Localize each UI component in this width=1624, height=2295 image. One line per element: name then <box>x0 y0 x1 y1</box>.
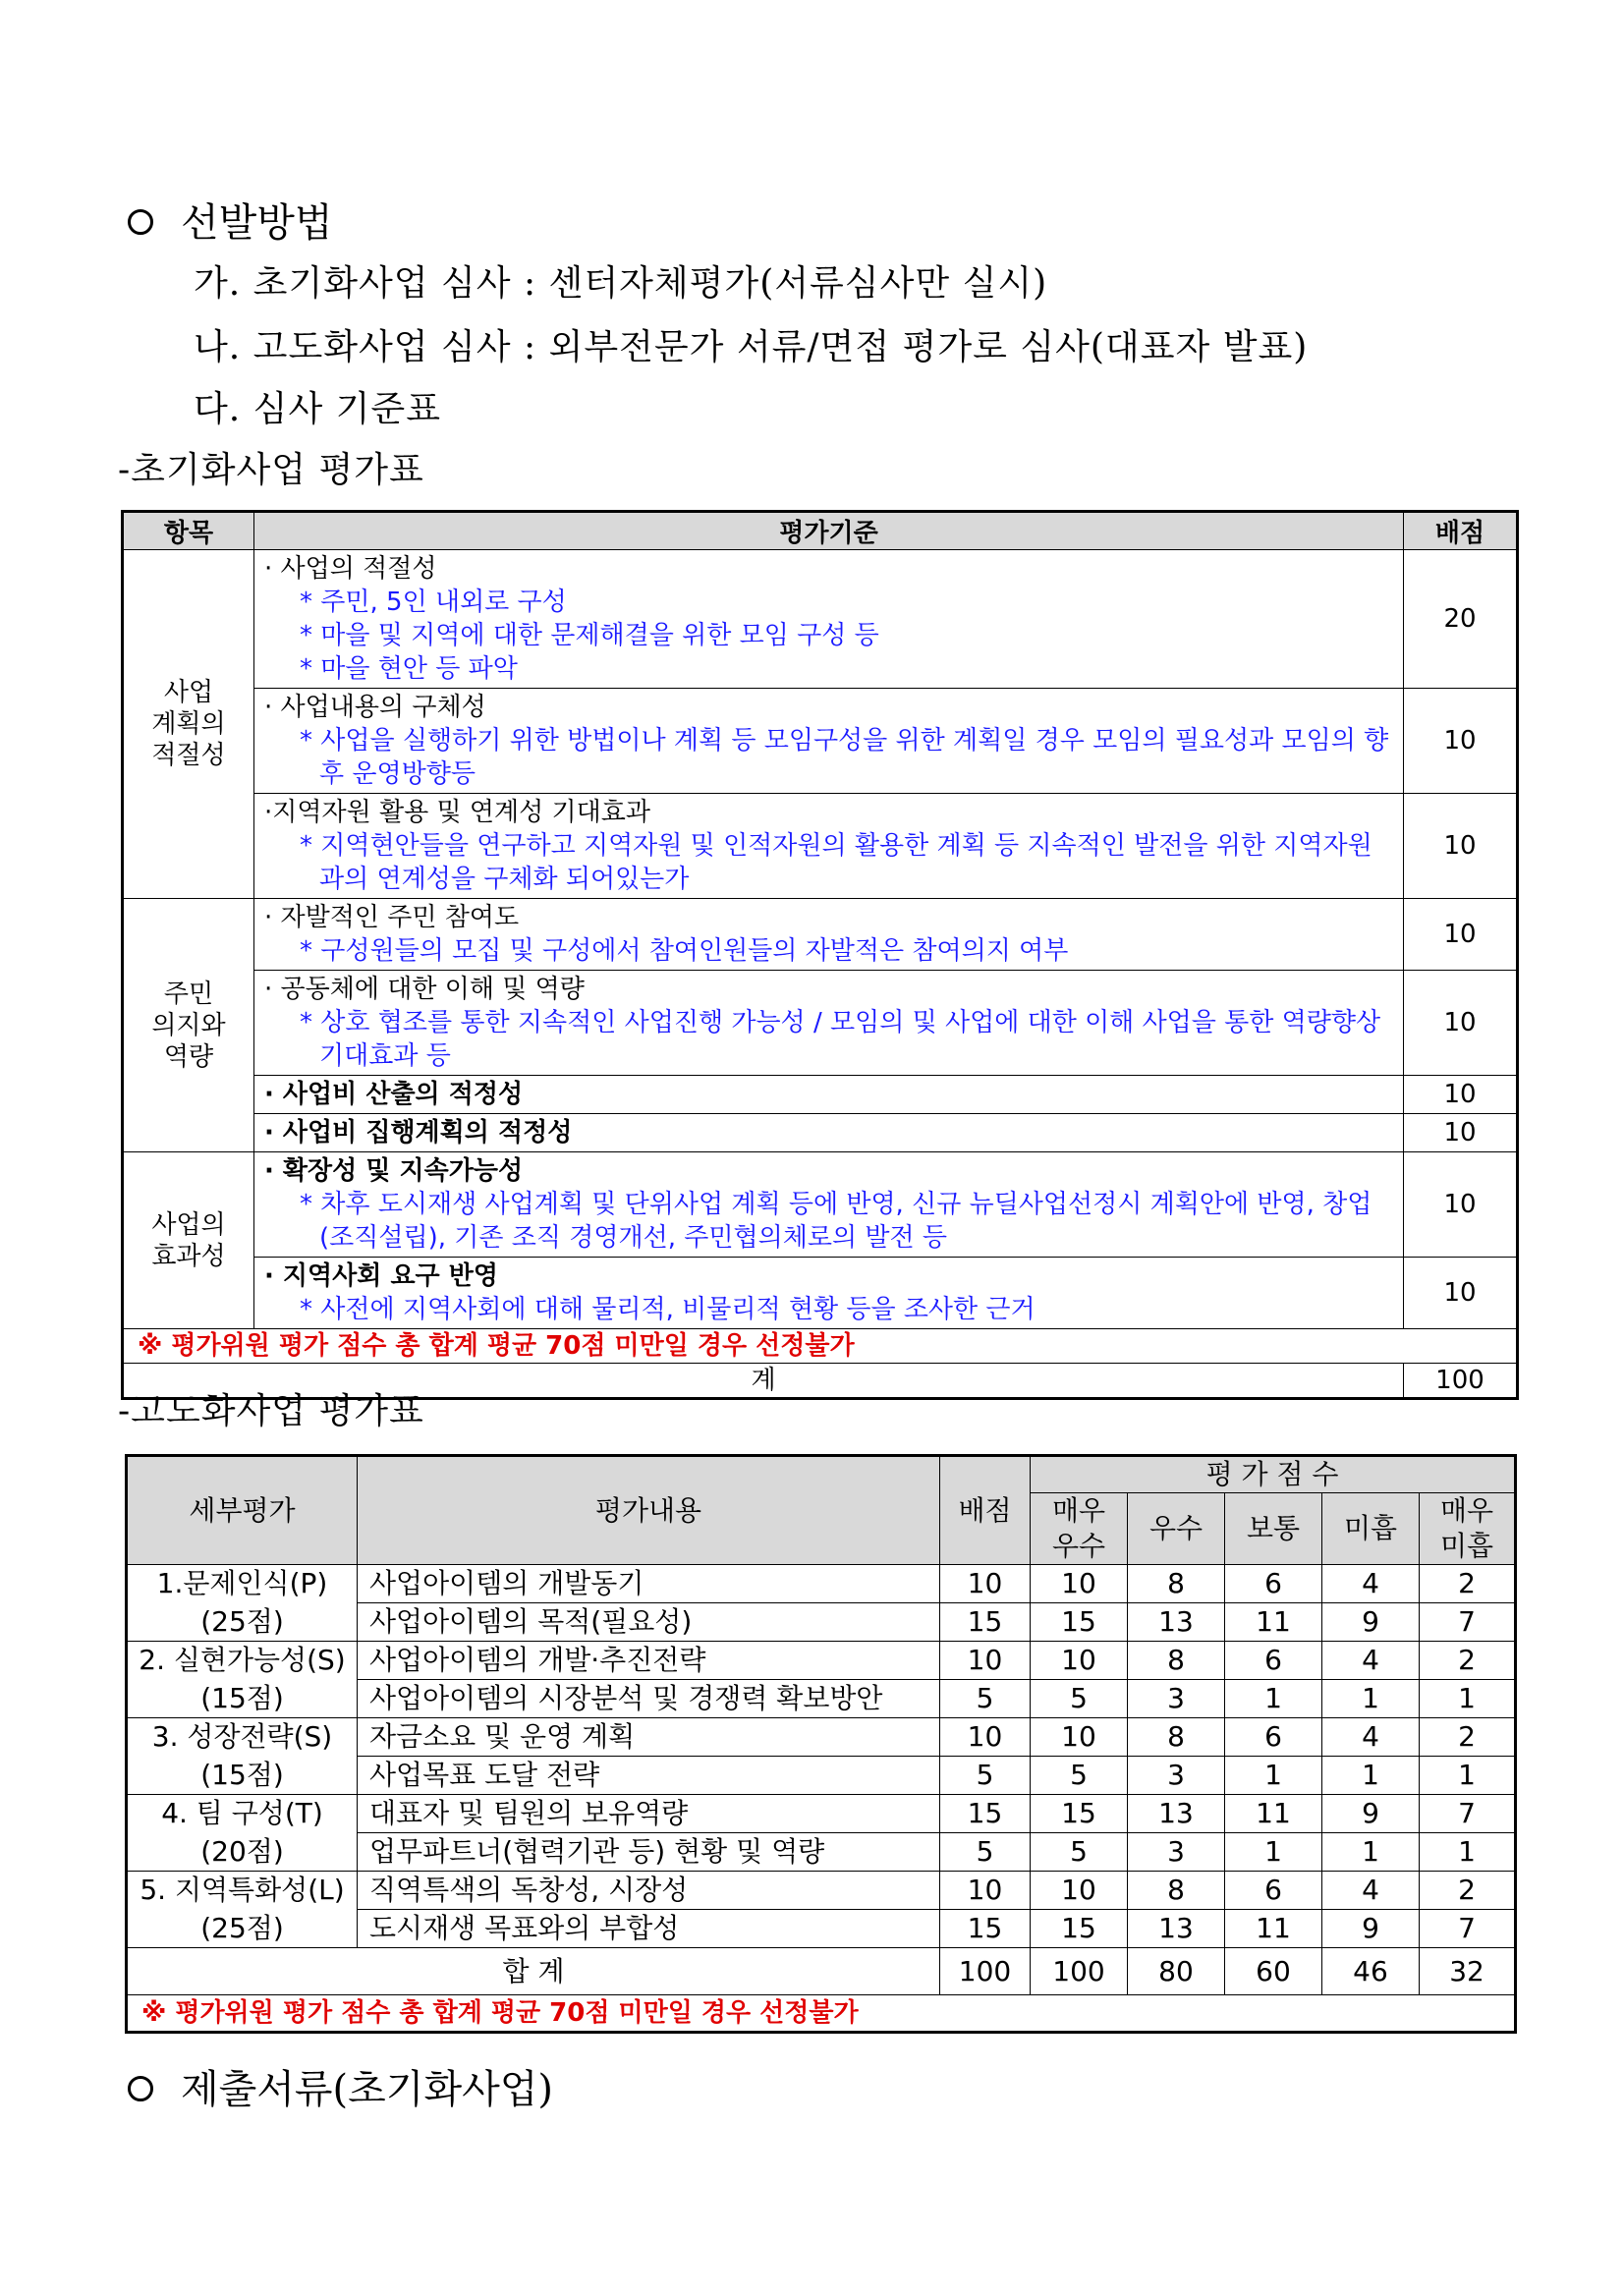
value-cell: 2 <box>1420 1872 1516 1910</box>
value-cell: 7 <box>1420 1910 1516 1948</box>
value-cell: 6 <box>1225 1718 1322 1757</box>
circle-bullet-icon <box>128 2076 153 2101</box>
criteria-row: · 사업내용의 구체성 * 사업을 실행하기 위한 방법이나 계획 등 모임구성을 위한 계획일 경우 모임의 필요성과 모임의 향후 운영방향등 <box>254 689 1404 794</box>
initial-business-eval-table <box>121 510 1519 1400</box>
table-row <box>127 1872 1516 1910</box>
value-cell: 15 <box>1031 1795 1128 1833</box>
advanced-business-eval-table <box>125 1454 1517 2034</box>
value-cell: 2 <box>1420 1718 1516 1757</box>
value-cell: 15 <box>940 1603 1031 1642</box>
content-cell: 사업아이템의 목적(필요성) <box>358 1603 940 1642</box>
value-cell: 10 <box>940 1642 1031 1680</box>
item-ga: 가. 초기화사업 심사 : 센터자체평가(서류심사만 실시) <box>194 263 1048 304</box>
content-cell: 직역특색의 독창성, 시장성 <box>358 1872 940 1910</box>
total-value: 80 <box>1128 1948 1225 1995</box>
total-value: 100 <box>1031 1948 1128 1995</box>
value-cell: 13 <box>1128 1795 1225 1833</box>
group-cell: (20점) <box>127 1833 358 1872</box>
score-cell: 10 <box>1404 899 1518 971</box>
category-effect: 사업의 효과성 <box>123 1152 254 1329</box>
score-cell: 10 <box>1404 1114 1518 1152</box>
score-cell: 10 <box>1404 689 1518 794</box>
table2-title: -고도화사업 평가표 <box>118 1391 424 1431</box>
col-header-item: 항목 <box>123 512 254 550</box>
value-cell: 15 <box>1031 1603 1128 1642</box>
table-row <box>127 1757 1516 1795</box>
criteria-row: · 자발적인 주민 참여도 * 구성원들의 모집 및 구성에서 참여인원들의 자발적은 참여의지 여부 <box>254 899 1404 971</box>
content-cell: 사업아이템의 개발·추진전략 <box>358 1642 940 1680</box>
category-will: 주민 의지와 역량 <box>123 899 254 1152</box>
value-cell: 1 <box>1322 1757 1420 1795</box>
eval-note: ※ 평가위원 평가 점수 총 합계 평균 70점 미만일 경우 선정불가 <box>127 1995 1516 2033</box>
section-title: 제출서류(초기화사업) <box>181 2067 553 2112</box>
criteria-row: ·지역자원 활용 및 연계성 기대효과 * 지역현안들을 연구하고 지역자원 및 인적자원의 활용한 계획 등 지속적인 발전을 위한 지역자원과의 연계성을 구체화 되어있는가 <box>254 794 1404 899</box>
value-cell: 5 <box>1031 1757 1128 1795</box>
total-value: 60 <box>1225 1948 1322 1995</box>
value-cell: 2 <box>1420 1565 1516 1603</box>
table-row <box>127 1603 1516 1642</box>
group-cell: (15점) <box>127 1680 358 1718</box>
value-cell: 13 <box>1128 1603 1225 1642</box>
content-cell: 사업목표 도달 전략 <box>358 1757 940 1795</box>
value-cell: 10 <box>1031 1642 1128 1680</box>
value-cell: 6 <box>1225 1565 1322 1603</box>
group-cell: 3. 성장전략(S) <box>127 1718 358 1757</box>
value-cell: 4 <box>1322 1718 1420 1757</box>
value-cell: 15 <box>940 1795 1031 1833</box>
value-cell: 6 <box>1225 1642 1322 1680</box>
value-cell: 2 <box>1420 1642 1516 1680</box>
value-cell: 11 <box>1225 1910 1322 1948</box>
value-cell: 1 <box>1225 1757 1322 1795</box>
group-cell: (15점) <box>127 1757 358 1795</box>
content-cell: 사업아이템의 개발동기 <box>358 1565 940 1603</box>
content-cell: 사업아이템의 시장분석 및 경쟁력 확보방안 <box>358 1680 940 1718</box>
value-cell: 3 <box>1128 1757 1225 1795</box>
value-cell: 11 <box>1225 1603 1322 1642</box>
level-normal: 보통 <box>1225 1493 1322 1565</box>
value-cell: 9 <box>1322 1910 1420 1948</box>
value-cell: 1 <box>1420 1757 1516 1795</box>
category-plan: 사업 계획의 적절성 <box>123 550 254 899</box>
criteria-row: · 사업의 적절성 * 주민, 5인 내외로 구성 * 마을 및 지역에 대한 문제해결을 위한 모임 구성 등 * 마을 현안 등 파악 <box>254 550 1404 689</box>
table-row <box>127 1795 1516 1833</box>
group-cell: 2. 실현가능성(S) <box>127 1642 358 1680</box>
col-header-content: 평가내용 <box>358 1456 940 1565</box>
value-cell: 6 <box>1225 1872 1322 1910</box>
criteria-row: · 사업비 집행계획의 적정성 <box>254 1114 1404 1152</box>
value-cell: 8 <box>1128 1565 1225 1603</box>
section-heading-selection <box>128 192 333 248</box>
table-row <box>127 1910 1516 1948</box>
content-cell: 도시재생 목표와의 부합성 <box>358 1910 940 1948</box>
value-cell: 9 <box>1322 1795 1420 1833</box>
total-value: 100 <box>940 1948 1031 1995</box>
value-cell: 8 <box>1128 1642 1225 1680</box>
value-cell: 1 <box>1420 1680 1516 1718</box>
table-row <box>127 1642 1516 1680</box>
criteria-row: · 지역사회 요구 반영 * 사전에 지역사회에 대해 물리적, 비물리적 현황 등을 조사한 근거 <box>254 1258 1404 1329</box>
value-cell: 4 <box>1322 1565 1420 1603</box>
value-cell: 1 <box>1420 1833 1516 1872</box>
item-da: 다. 심사 기준표 <box>194 389 441 429</box>
total-score: 100 <box>1404 1364 1518 1399</box>
score-cell: 10 <box>1404 971 1518 1076</box>
value-cell: 9 <box>1322 1603 1420 1642</box>
col-header-score: 배점 <box>1404 512 1518 550</box>
value-cell: 13 <box>1128 1910 1225 1948</box>
value-cell: 3 <box>1128 1680 1225 1718</box>
level-good: 우수 <box>1128 1493 1225 1565</box>
group-cell: 5. 지역특화성(L) <box>127 1872 358 1910</box>
value-cell: 10 <box>1031 1565 1128 1603</box>
value-cell: 8 <box>1128 1718 1225 1757</box>
eval-note: ※ 평가위원 평가 점수 총 합계 평균 70점 미만일 경우 선정불가 <box>123 1329 1518 1364</box>
col-header-detail: 세부평가 <box>127 1456 358 1565</box>
content-cell: 자금소요 및 운영 계획 <box>358 1718 940 1757</box>
group-cell: 1.문제인식(P) <box>127 1565 358 1603</box>
score-cell: 10 <box>1404 1258 1518 1329</box>
score-cell: 10 <box>1404 1076 1518 1114</box>
level-poor: 미흡 <box>1322 1493 1420 1565</box>
level-very-poor: 매우 미흡 <box>1420 1493 1516 1565</box>
group-cell: (25점) <box>127 1603 358 1642</box>
value-cell: 8 <box>1128 1872 1225 1910</box>
value-cell: 1 <box>1225 1680 1322 1718</box>
section-heading-documents <box>128 2058 553 2114</box>
value-cell: 1 <box>1322 1680 1420 1718</box>
total-label: 계 <box>123 1364 1404 1399</box>
col-header-eval: 평 가 점 수 <box>1031 1456 1516 1493</box>
value-cell: 1 <box>1225 1833 1322 1872</box>
criteria-row: · 확장성 및 지속가능성 * 차후 도시재생 사업계획 및 단위사업 계획 등에 반영, 신규 뉴딜사업선정시 계획안에 반영, 창업(조직설립), 기존 조직 경영개선, 주민협의체로의 발전 등 <box>254 1152 1404 1258</box>
score-cell: 10 <box>1404 1152 1518 1258</box>
value-cell: 7 <box>1420 1795 1516 1833</box>
table-row <box>127 1833 1516 1872</box>
col-header-score: 배점 <box>940 1456 1031 1565</box>
criteria-row: · 사업비 산출의 적정성 <box>254 1076 1404 1114</box>
value-cell: 10 <box>1031 1718 1128 1757</box>
col-header-criteria: 평가기준 <box>254 512 1404 550</box>
group-cell: 4. 팀 구성(T) <box>127 1795 358 1833</box>
level-very-good: 매우 우수 <box>1031 1493 1128 1565</box>
value-cell: 3 <box>1128 1833 1225 1872</box>
table-row <box>127 1565 1516 1603</box>
item-na: 나. 고도화사업 심사 : 외부전문가 서류/면접 평가로 심사(대표자 발표) <box>194 327 1309 367</box>
content-cell: 업무파트너(협력기관 등) 현황 및 역량 <box>358 1833 940 1872</box>
value-cell: 4 <box>1322 1872 1420 1910</box>
value-cell: 4 <box>1322 1642 1420 1680</box>
total-label: 합 계 <box>127 1948 940 1995</box>
value-cell: 5 <box>1031 1833 1128 1872</box>
value-cell: 5 <box>940 1680 1031 1718</box>
value-cell: 15 <box>940 1910 1031 1948</box>
value-cell: 5 <box>940 1833 1031 1872</box>
total-value: 46 <box>1322 1948 1420 1995</box>
value-cell: 7 <box>1420 1603 1516 1642</box>
value-cell: 15 <box>1031 1910 1128 1948</box>
section-title: 선발방법 <box>181 200 333 246</box>
value-cell: 5 <box>1031 1680 1128 1718</box>
value-cell: 10 <box>940 1718 1031 1757</box>
value-cell: 10 <box>1031 1872 1128 1910</box>
circle-bullet-icon <box>128 209 153 235</box>
group-cell: (25점) <box>127 1910 358 1948</box>
table-row <box>127 1718 1516 1757</box>
value-cell: 1 <box>1322 1833 1420 1872</box>
table1-title: -초기화사업 평가표 <box>118 450 424 490</box>
total-value: 32 <box>1420 1948 1516 1995</box>
value-cell: 10 <box>940 1565 1031 1603</box>
table-row <box>127 1680 1516 1718</box>
value-cell: 11 <box>1225 1795 1322 1833</box>
criteria-row: · 공동체에 대한 이해 및 역량 * 상호 협조를 통한 지속적인 사업진행 가능성 / 모임의 및 사업에 대한 이해 사업을 통한 역량향상 기대효과 등 <box>254 971 1404 1076</box>
score-cell: 20 <box>1404 550 1518 689</box>
content-cell: 대표자 및 팀원의 보유역량 <box>358 1795 940 1833</box>
score-cell: 10 <box>1404 794 1518 899</box>
value-cell: 10 <box>940 1872 1031 1910</box>
value-cell: 5 <box>940 1757 1031 1795</box>
